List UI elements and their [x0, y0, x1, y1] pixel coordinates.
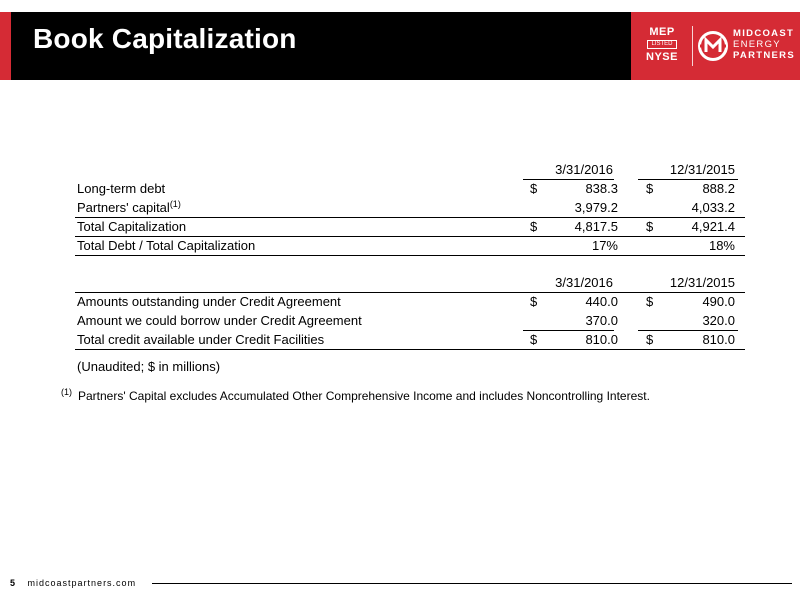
midcoast-m-logo-icon [697, 30, 729, 62]
footnote-text: Partners' Capital excludes Accumulated Other Comprehensive Income and includes Noncontrolling Interest. [78, 389, 650, 403]
value-2016: 3,979.2 [574, 200, 618, 215]
row-label: Total Debt / Total Capitalization [77, 238, 256, 253]
col-header-ye-2015: 12/31/2015 [669, 162, 735, 177]
table-row [75, 236, 745, 255]
value-2016: 440.0 [585, 294, 618, 309]
currency-sign: $ [530, 219, 538, 234]
col-header-q1-2016: 3/31/2016 [555, 275, 613, 290]
table-header-row [75, 273, 745, 292]
credit-table [75, 273, 745, 349]
footer-rule [152, 583, 792, 584]
footer-url: midcoastpartners.com [27, 578, 137, 588]
col-header-ye-2015: 12/31/2015 [669, 275, 735, 290]
col-header-q1-2016: 3/31/2016 [555, 162, 613, 177]
table-row [75, 330, 745, 349]
currency-sign: $ [530, 181, 538, 196]
table-row [75, 292, 745, 311]
currency-sign: $ [646, 181, 654, 196]
currency-sign: $ [646, 332, 654, 347]
value-2015: 888.2 [702, 181, 735, 196]
page-footer [10, 578, 136, 588]
footnote-ref: (1) [169, 199, 181, 209]
row-label: Amounts outstanding under Credit Agreement [77, 294, 341, 309]
value-2015: 320.0 [702, 313, 735, 328]
value-2016: 4,817.5 [574, 219, 618, 234]
currency-sign: $ [530, 332, 538, 347]
units-note: (Unaudited; $ in millions) [77, 359, 221, 374]
wordmark-line1: MIDCOAST [733, 28, 795, 39]
table-header-row [75, 160, 745, 179]
capitalization-table [75, 160, 745, 255]
row-label: Total Capitalization [77, 219, 187, 234]
nyse-listing-badge [640, 26, 684, 66]
page-number: 5 [10, 578, 16, 588]
bottom-rule [75, 349, 745, 350]
value-2015: 490.0 [702, 294, 735, 309]
row-label: Amount we could borrow under Credit Agreement [77, 313, 362, 328]
wordmark-line3: PARTNERS [733, 50, 795, 61]
value-2016: 810.0 [585, 332, 618, 347]
value-2015: 18% [708, 238, 735, 253]
table-row [75, 198, 745, 217]
listed-label: LISTED [647, 40, 677, 49]
company-wordmark [733, 28, 795, 61]
header-bar [0, 0, 800, 80]
currency-sign: $ [646, 294, 654, 309]
table-row [75, 179, 745, 198]
footnote-number: (1) [61, 387, 72, 397]
table-row [75, 311, 745, 330]
header-accent-left [0, 12, 11, 80]
currency-sign: $ [530, 294, 538, 309]
exchange-label: NYSE [646, 51, 678, 63]
table-row [75, 217, 745, 236]
wordmark-line2: ENERGY [733, 39, 781, 50]
value-2016: 17% [591, 238, 618, 253]
page-title: Book Capitalization [33, 23, 297, 54]
value-2015: 4,033.2 [691, 200, 735, 215]
row-label: Total credit available under Credit Facilities [77, 332, 325, 347]
ticker-label: MEP [649, 26, 675, 38]
row-label: Long-term debt [77, 181, 166, 196]
value-2015: 810.0 [702, 332, 735, 347]
row-label-text: Partners' capital [77, 200, 170, 215]
row-label [77, 198, 181, 219]
logo-divider [692, 26, 693, 66]
value-2016: 838.3 [585, 181, 618, 196]
bottom-rule [75, 255, 745, 256]
value-2016: 370.0 [585, 313, 618, 328]
currency-sign: $ [646, 219, 654, 234]
value-2015: 4,921.4 [691, 219, 735, 234]
